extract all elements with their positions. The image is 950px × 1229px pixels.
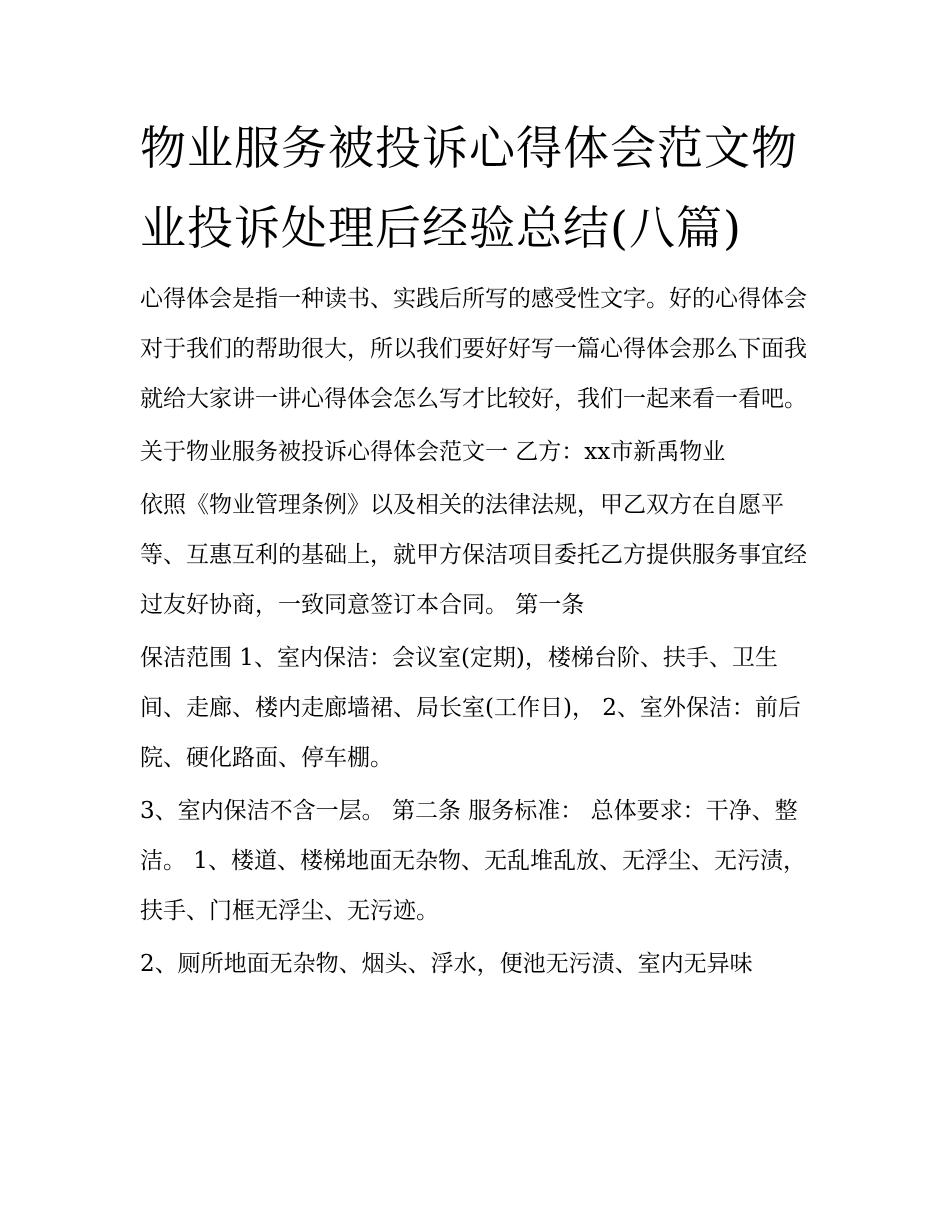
paragraph-contract-basis: 依照《物业管理条例》以及相关的法律法规，甲乙双方在自愿平等、互惠互利的基础上，就甲方保洁项目委托乙方提供服务事宜经过友好协商，一致同意签订本合同。 第一条 <box>140 492 807 618</box>
paragraph-toilet-standard: 2、厕所地面无杂物、烟头、浮水，便池无污渍、室内无异味 <box>140 951 753 977</box>
paragraph-cleaning-scope: 保洁范围 1、室内保洁：会议室(定期)，楼梯台阶、扶手、卫生间、走廊、楼内走廊墙裙、局长室(工作日)， 2、室外保洁：前后院、硬化路面、停车棚。 <box>140 645 801 771</box>
paragraph-intro: 心得体会是指一种读书、实践后所写的感受性文字。好的心得体会对于我们的帮助很大，所以我们要好好写一篇心得体会那么下面我就给大家讲一讲心得体会怎么写才比较好，我们一起来看一看吧。 <box>140 286 807 412</box>
paragraph-service-standard: 3、室内保洁不含一层。 第二条 服务标准： 总体要求：干净、整洁。 1、楼道、楼梯地面无杂物、无乱堆乱放、无浮尘、无污渍，扶手、门框无浮尘、无污迹。 <box>140 798 806 924</box>
document-page <box>140 108 815 992</box>
document-title: 物业服务被投诉心得体会范文物业投诉处理后经验总结(八篇) <box>140 121 798 255</box>
paragraph-sample-one-heading: 关于物业服务被投诉心得体会范文一 乙方：xx市新禹物业 <box>140 439 726 465</box>
